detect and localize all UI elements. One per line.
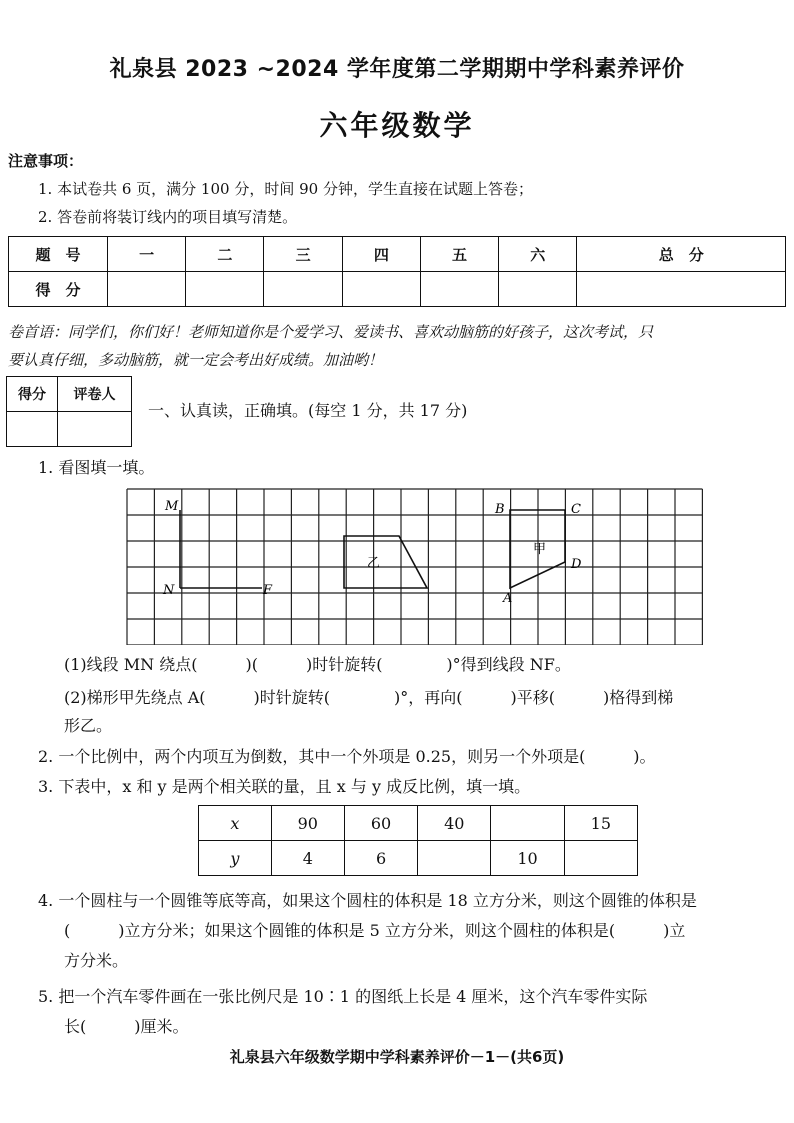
score-input-cell[interactable] <box>342 272 420 307</box>
q3-x-cell: 90 <box>271 806 344 841</box>
q3-text: 3. 下表中，x 和 y 是两个相关联的量，且 x 与 y 成反比例，填一填。 <box>38 777 531 796</box>
score-table-cell: 四 <box>342 237 420 272</box>
score-table-cell: 题 号 <box>9 237 108 272</box>
score-input-cell[interactable] <box>499 272 577 307</box>
q5-line-1: 5. 把一个汽车零件画在一张比例尺是 10∶1 的图纸上长是 4 厘米，这个汽车零件实际 <box>38 987 648 1006</box>
label-yi: 乙 <box>367 556 381 571</box>
trapezoid-yi <box>344 536 427 588</box>
q3-xy-table <box>198 805 638 876</box>
grader-name-input[interactable] <box>57 412 131 447</box>
q3-y-cell: 4 <box>271 841 344 876</box>
label-a: A <box>503 591 513 606</box>
grader-name-label: 评卷人 <box>57 377 131 412</box>
intro-text <box>8 318 788 374</box>
score-table-cell: 得 分 <box>9 272 108 307</box>
label-c: C <box>571 502 581 517</box>
score-table <box>8 236 786 307</box>
page-footer: 礼泉县六年级数学期中学科素养评价－1－(共6页) <box>229 1048 565 1066</box>
notes-heading: 注意事项： <box>8 152 84 170</box>
score-table-cell: 六 <box>499 237 577 272</box>
score-input-cell[interactable] <box>186 272 264 307</box>
q3-y-blank[interactable] <box>564 841 637 876</box>
score-table-header-row <box>9 237 786 272</box>
intro-line-2: 要认真仔细，多动脑筋，就一定会考出好成绩。加油哟！ <box>8 351 384 369</box>
q3-x-cell: 15 <box>564 806 637 841</box>
q4-line-3: 方分米。 <box>64 951 129 970</box>
q3-x-label: x <box>199 806 272 841</box>
q1-sub2-line1: (2)梯形甲先绕点 A( )时针旋转( )°，再向( )平移( )格得到梯 <box>64 688 674 707</box>
score-input-cell[interactable] <box>264 272 342 307</box>
grader-score-input[interactable] <box>7 412 58 447</box>
label-d: D <box>571 557 582 572</box>
q2-text: 2. 一个比例中，两个内项互为倒数，其中一个外项是 0.25，则另一个外项是( )。 <box>38 747 656 766</box>
score-table-cell: 一 <box>108 237 186 272</box>
q3-x-blank[interactable] <box>491 806 564 841</box>
q3-y-blank[interactable] <box>418 841 491 876</box>
grader-box <box>6 376 132 447</box>
q3-y-cell: 10 <box>491 841 564 876</box>
score-input-cell[interactable] <box>420 272 498 307</box>
exam-title: 礼泉县 2023 ~2024 学年度第二学期期中学科素养评价 <box>109 57 685 82</box>
q1-sub1: (1)线段 MN 绕点( )( )时针旋转( )°得到线段 NF。 <box>64 655 571 674</box>
score-table-cell: 三 <box>264 237 342 272</box>
q1-grid-figure <box>125 487 703 645</box>
section-1-title: 一、认真读，正确填。(每空 1 分，共 17 分) <box>148 401 468 420</box>
notes-item-2: 2. 答卷前将装订线内的项目填写清楚。 <box>38 208 298 226</box>
q3-x-cell: 60 <box>344 806 417 841</box>
q3-y-cell: 6 <box>344 841 417 876</box>
q4-line-2: ( )立方分米；如果这个圆锥的体积是 5 立方分米，则这个圆柱的体积是( )立 <box>64 921 686 940</box>
score-table-cell: 五 <box>420 237 498 272</box>
exam-subject: 六年级数学 <box>319 109 475 142</box>
label-b: B <box>495 502 505 517</box>
grid-lines <box>127 489 702 645</box>
label-m: M <box>165 499 179 514</box>
score-input-cell[interactable] <box>108 272 186 307</box>
notes-item-1: 1. 本试卷共 6 页，满分 100 分，时间 90 分钟，学生直接在试题上答卷； <box>38 180 533 198</box>
q3-y-label: y <box>199 841 272 876</box>
score-table-score-row <box>9 272 786 307</box>
q1-stem: 1. 看图填一填。 <box>38 458 155 477</box>
score-input-cell[interactable] <box>577 272 786 307</box>
q3-x-cell: 40 <box>418 806 491 841</box>
score-table-cell: 总 分 <box>577 237 786 272</box>
q3-y-row <box>199 841 638 876</box>
label-n: N <box>163 583 175 598</box>
grader-score-label: 得分 <box>7 377 58 412</box>
q1-sub2-line2: 形乙。 <box>64 716 113 735</box>
q5-line-2: 长( )厘米。 <box>64 1017 189 1036</box>
q3-x-row <box>199 806 638 841</box>
label-jia: 甲 <box>533 542 547 557</box>
score-table-cell: 二 <box>186 237 264 272</box>
intro-line-1: 卷首语：同学们，你们好！老师知道你是个爱学习、爱读书、喜欢动脑筋的好孩子，这次考试，只 <box>8 323 654 341</box>
q4-line-1: 4. 一个圆柱与一个圆锥等底等高，如果这个圆柱的体积是 18 立方分米，则这个圆锥的体积是 <box>38 891 697 910</box>
label-f: F <box>263 583 273 598</box>
